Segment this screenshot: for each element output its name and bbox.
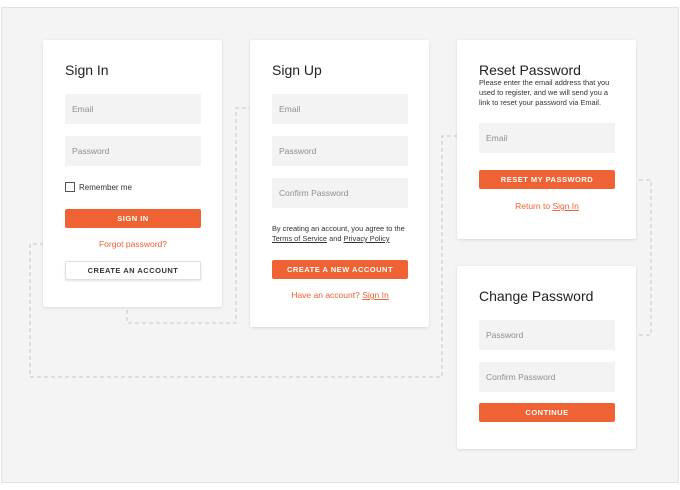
terms-notice: [272, 224, 412, 244]
sign-up-confirm-password-input[interactable]: [272, 178, 408, 208]
reset-my-password-button[interactable]: RESET MY PASSWORD: [479, 170, 615, 189]
sign-in-email-input[interactable]: [65, 94, 201, 124]
privacy-policy-link[interactable]: Privacy Policy: [343, 233, 390, 243]
continue-button[interactable]: CONTINUE: [479, 403, 615, 422]
terms-and: and: [329, 233, 342, 243]
sign-in-title: Sign In: [65, 62, 109, 78]
sign-in-password-input[interactable]: [65, 136, 201, 166]
remember-me-checkbox[interactable]: [65, 182, 75, 192]
have-account-row: [272, 290, 408, 300]
sign-in-card: [43, 40, 222, 307]
reset-password-title: Reset Password: [479, 62, 581, 78]
sign-up-password-input[interactable]: [272, 136, 408, 166]
sign-up-sign-in-link[interactable]: Sign In: [362, 290, 389, 300]
sign-up-title: Sign Up: [272, 62, 322, 78]
reset-sign-in-link[interactable]: Sign In: [552, 201, 579, 211]
sign-in-button[interactable]: SIGN IN: [65, 209, 201, 228]
create-new-account-button[interactable]: CREATE A NEW ACCOUNT: [272, 260, 408, 279]
remember-me-label: Remember me: [79, 182, 132, 192]
return-to-text: Return to: [515, 201, 551, 211]
change-confirm-password-input[interactable]: [479, 362, 615, 392]
reset-email-input[interactable]: [479, 123, 615, 153]
remember-me-row[interactable]: [65, 182, 132, 192]
terms-of-service-link[interactable]: Terms of Service: [272, 233, 328, 243]
forgot-password-link[interactable]: [65, 239, 201, 249]
return-to-row: [479, 201, 615, 211]
terms-prefix: By creating an account, you agree to the: [272, 224, 405, 233]
change-password-input[interactable]: [479, 320, 615, 350]
change-password-title: Change Password: [479, 288, 594, 304]
reset-password-description: Please enter the email address that you used to register, and we will send you a link to reset your password via Email.: [479, 78, 610, 107]
create-account-button[interactable]: CREATE AN ACCOUNT: [65, 261, 201, 280]
forgot-password-text[interactable]: Forgot password?: [98, 239, 168, 249]
change-password-card: [457, 266, 636, 449]
reset-password-card: [457, 40, 636, 239]
have-account-text: Have an account?: [291, 290, 360, 300]
sign-up-email-input[interactable]: [272, 94, 408, 124]
sign-up-card: [250, 40, 429, 327]
